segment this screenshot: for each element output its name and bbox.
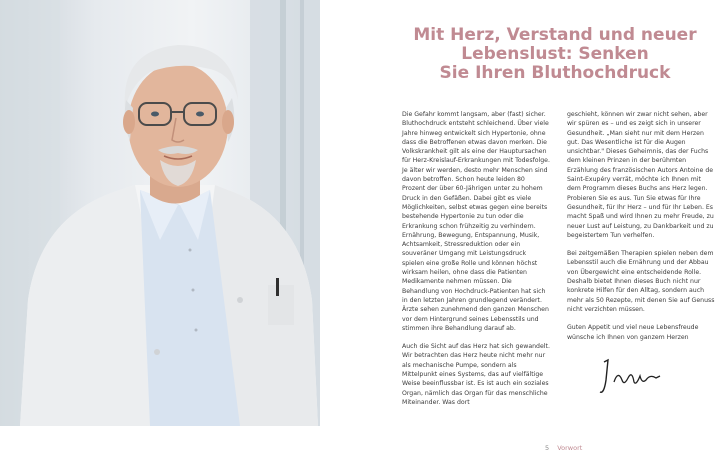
title-line-3: Sie Ihren Bluthochdruck <box>439 63 671 83</box>
section-label: Vorwort <box>557 444 583 452</box>
page-title <box>410 26 700 83</box>
paragraph: Auch die Sicht auf das Herz hat sich gewandelt. Wir betrachten das Herz heute nicht mehr nur als mechanische Pumpe, sondern als Mittelpunkt eines Systems, das auf vielfältige Weise beeinflussbar ist. Es ist auch ein soziales Organ, nämlich das Organ für das menschliche Miteinander. Was dort <box>402 343 550 406</box>
text-column-left <box>402 110 550 416</box>
paragraph: Guten Appetit und viel neue Lebensfreude wünsche ich Ihnen von ganzem Herzen <box>567 324 699 341</box>
paragraph: geschieht, können wir zwar nicht sehen, aber wir spüren es – und es zeigt sich in unserer Gesundheit. „Man sieht nur mit dem Herzen gut. Das Wesentliche ist für die Augen unsichtbar." Dieses Geheimnis, das der Fuchs dem kleinen Prinzen in der berühmten Erzählung des französischen Autors Antoine de Saint-Exupéry verrät, möchte ich Ihnen mit dem Programm dieses Buchs ans Herz legen. Probieren Sie es aus. Tun Sie etwas für Ihre Gesundheit, für Ihr Herz – und für Ihr Leben. Es macht Spaß und wird Ihnen zu mehr Freude, zu neuer Lust auf Leistung, zu Dankbarkeit und zu begeistertem Tun verhelfen. <box>567 111 714 239</box>
page-footer <box>545 444 582 452</box>
page-number: 5 <box>545 444 550 452</box>
title-line-2: Lebenslust: Senken <box>461 44 649 64</box>
author-signature <box>598 356 662 398</box>
author-photo <box>0 0 320 426</box>
doctor-portrait-image <box>0 0 320 426</box>
text-column-right <box>567 110 715 351</box>
paragraph: Bei zeitgemäßen Therapien spielen neben dem Lebensstil auch die Ernährung und der Abbau von Übergewicht eine entscheidende Rolle. Deshalb bietet Ihnen dieses Buch nicht nur konkrete Hilfen für den Alltag, sondern auch mehr als 50 Rezepte, mit denen Sie auf Genuss nicht verzichten müssen. <box>567 250 715 313</box>
title-line-1: Mit Herz, Verstand und neuer <box>413 25 697 45</box>
paragraph: Die Gefahr kommt langsam, aber (fast) sicher. Bluthochdruck entsteht schleichend. Über viele Jahre hinweg entwickelt sich Hypertonie, ohne dass die Betroffenen etwas davon merken. Die Volkskrankheit gilt als eine der Hauptursachen für Herz-Kreislauf-Erkrankungen mit Todesfolge. Je älter wir werden, desto mehr Menschen sind davon betroffen. Schon heute leiden 80 Prozent der über 60-Jährigen unter zu hohem Druck in den Gefäßen. Dabei gibt es viele Möglichkeiten, selbst etwas gegen eine bereits bestehende Hypertonie zu tun oder die Erkrankung schon frühzeitig zu verhindern. Ernährung, Bewegung, Entspannung, Musik, Achtsamkeit, Stressreduktion oder ein souveräner Umgang mit Leistungsdruck spielen eine große Rolle und können höchst wirksam heilen, ohne dass die Patienten Medikamente nehmen müssen. Die Behandlung von Hochdruck-Patienten hat sich in den letzten Jahren grundlegend verändert. Ärzte sehen zunehmend den ganzen Menschen vor dem Hintergrund seines Lebensstils und stimmen ihre Behandlung darauf ab. <box>402 111 550 332</box>
